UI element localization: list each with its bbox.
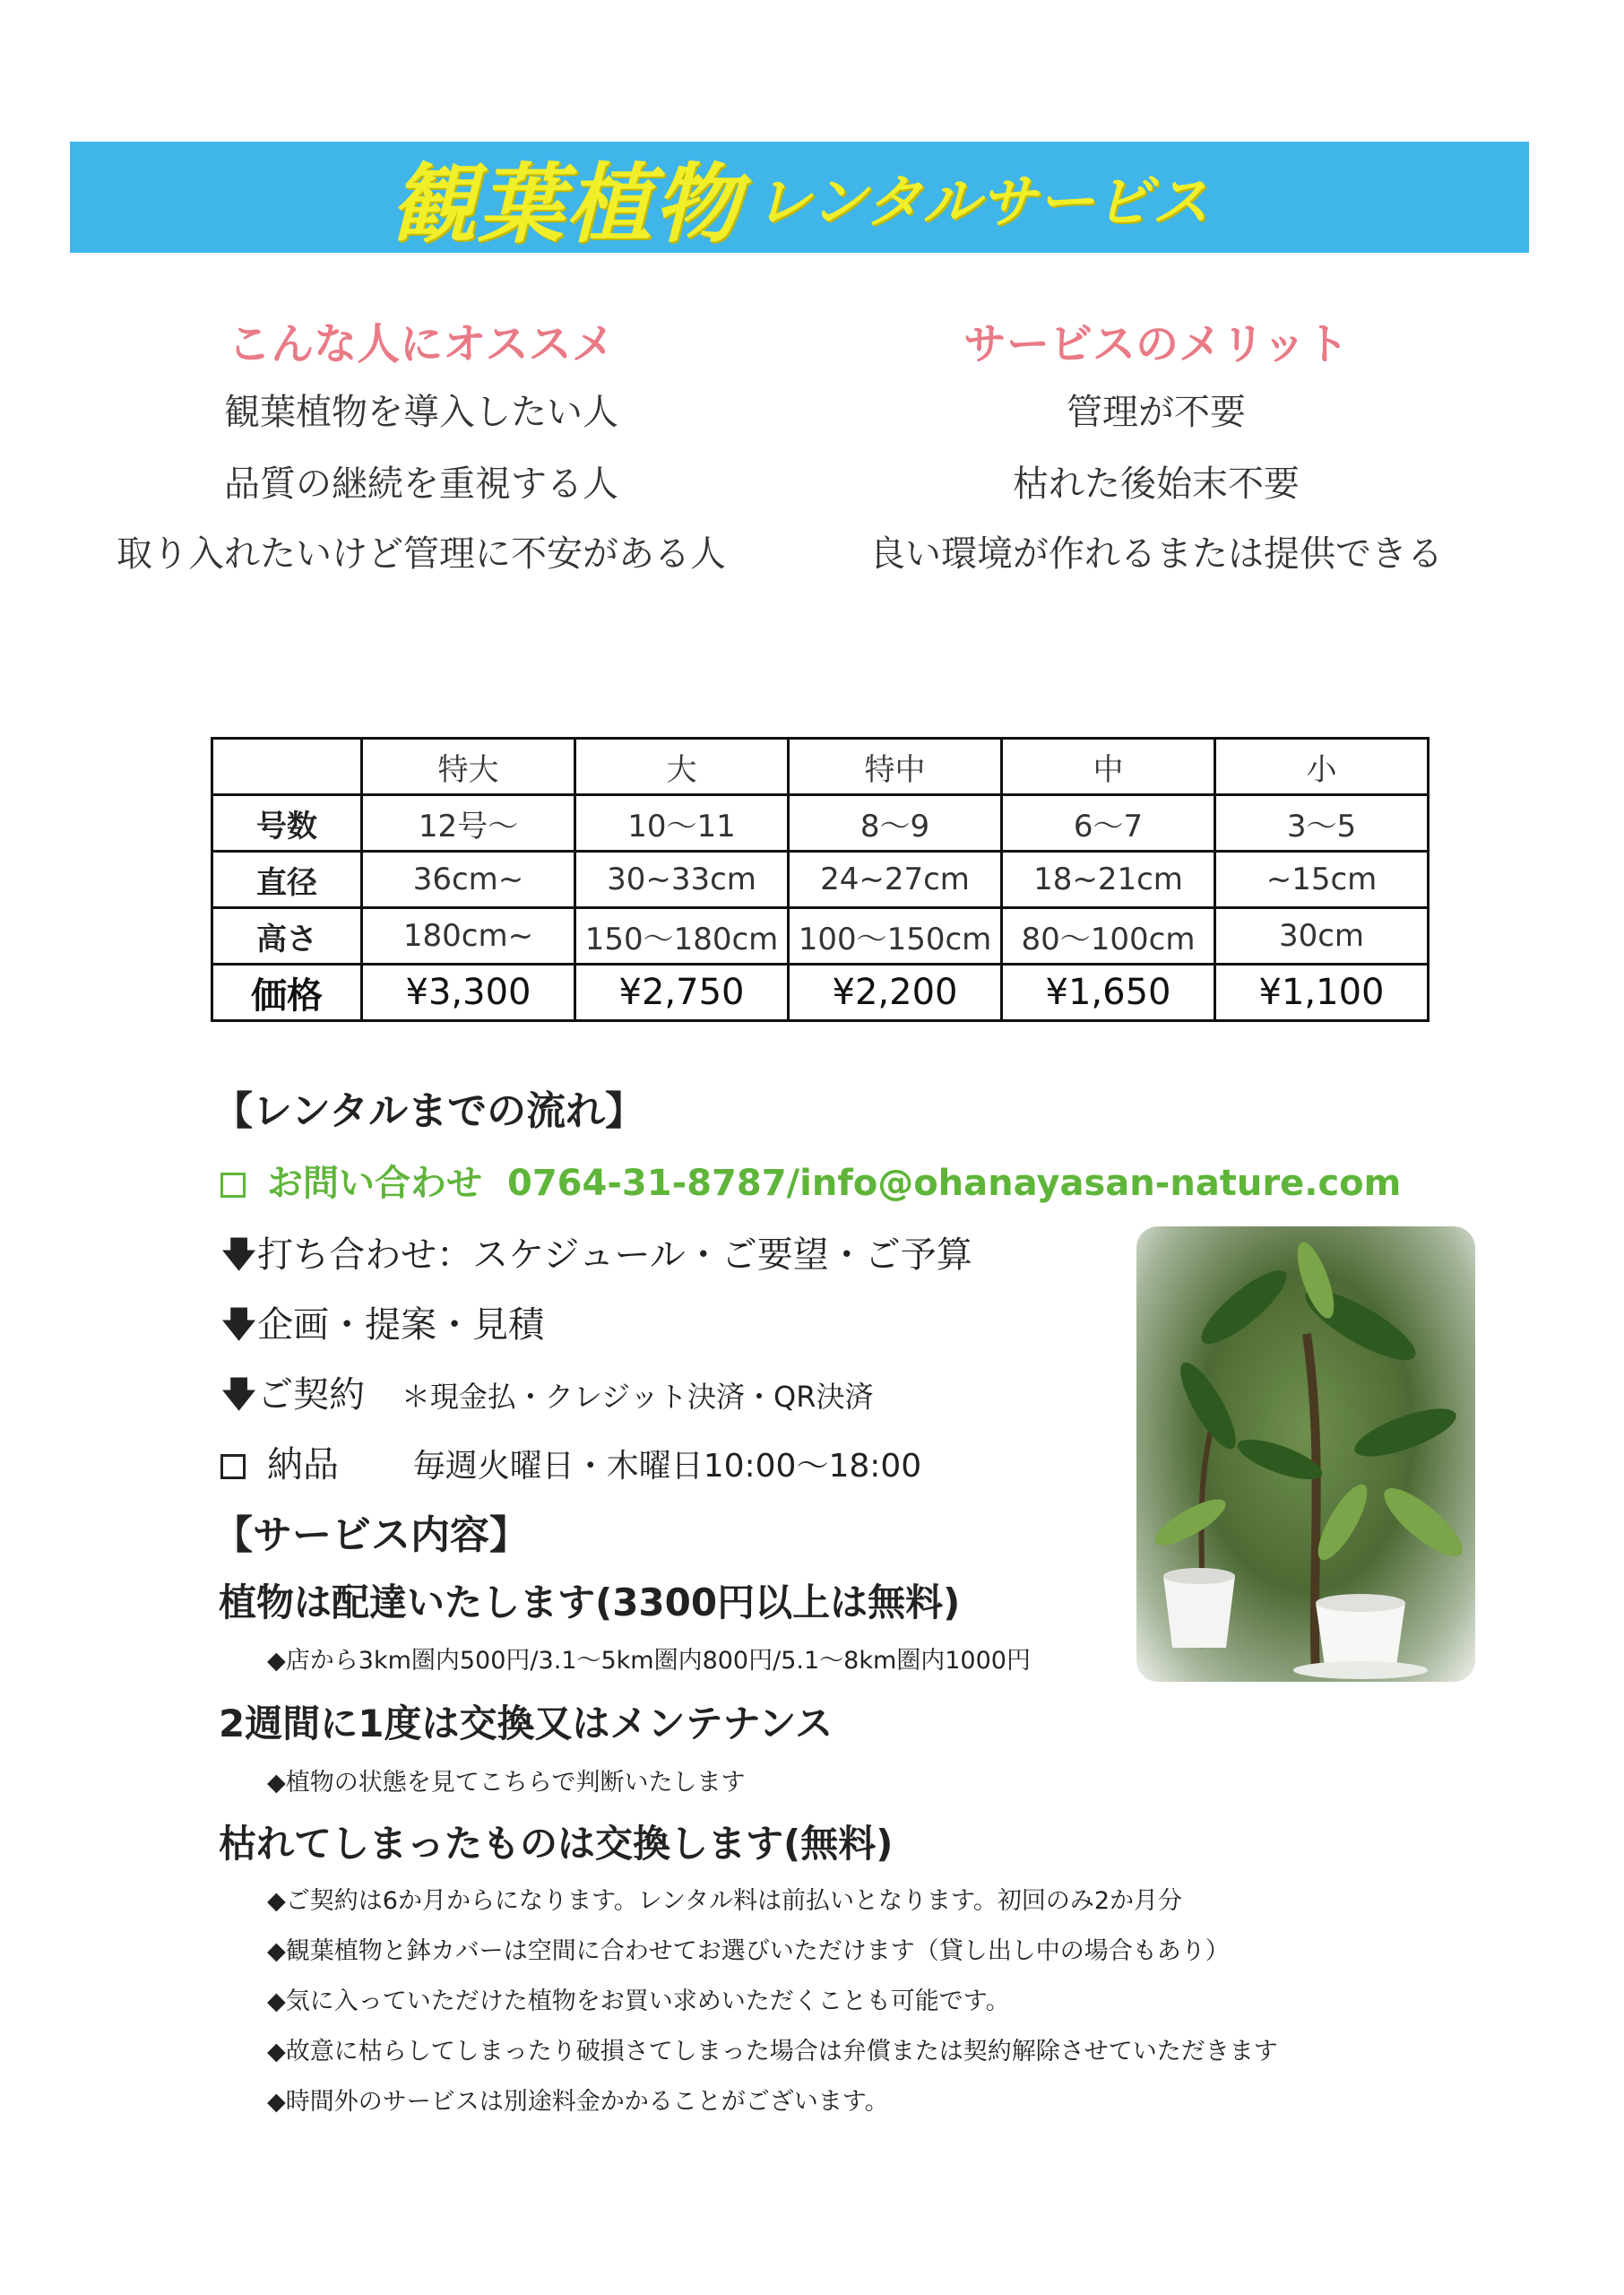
table-cell: ~15cm — [1215, 852, 1429, 908]
flow-step-text: 企画・提案・見積 — [257, 1304, 545, 1346]
service-note: ◆植物の状態を見てこちらで判断いたします — [267, 1769, 746, 1797]
price-cell: ¥3,300 — [362, 965, 575, 1021]
table-header-cell: 大 — [575, 739, 789, 795]
merit-item: 良い環境が作れるまたは提供できる — [869, 533, 1443, 575]
table-header-cell: 中 — [1002, 739, 1215, 795]
table-row — [212, 795, 1429, 852]
arrow-down-icon: 🡇 — [220, 1304, 258, 1346]
terms-note: ◆ご契約は6か月からになります。レンタル料は前払いとなります。初回のみ2か月分 — [267, 1887, 1183, 1915]
checkbox-icon — [220, 1454, 246, 1479]
arrow-down-icon: 🡇 — [220, 1234, 258, 1276]
table-cell: 30cm — [1215, 908, 1429, 965]
row-label: 直径 — [212, 852, 362, 908]
service-item: 枯れてしまったものは交換します(無料) — [219, 1822, 894, 1866]
flow-step-text: 打ち合わせ：スケジュール・ご要望・ご予算 — [257, 1234, 972, 1276]
recommend-item: 取り入れたいけど管理に不安がある人 — [117, 533, 726, 575]
contact-info[interactable]: 0764-31-8787/info@ohanayasan-nature.com — [507, 1163, 1402, 1204]
table-row — [212, 908, 1429, 965]
terms-note: ◆観葉植物と鉢カバーは空間に合わせてお選びいただけます（貸し出し中の場合もあり） — [267, 1937, 1230, 1965]
table-header-cell: 特大 — [362, 739, 575, 795]
service-item: 2週間に1度は交換又はメンテナンス — [219, 1702, 834, 1745]
banner-title-main: 観葉植物 — [390, 153, 742, 255]
merit-item: 枯れた後始末不要 — [1013, 463, 1300, 505]
price-cell: ¥1,100 — [1215, 965, 1429, 1021]
table-header-row — [212, 739, 1429, 795]
terms-note: ◆故意に枯らしてしまったり破損さてしまった場合は弁償または契約解除させていただきます — [267, 2038, 1278, 2066]
service-heading: 【サービス内容】 — [213, 1512, 529, 1558]
banner-title — [70, 142, 1529, 253]
row-label: 価格 — [212, 965, 362, 1021]
price-cell: ¥2,200 — [789, 965, 1002, 1021]
table-cell: 24~27cm — [789, 852, 1002, 908]
table-cell: 30~33cm — [575, 852, 789, 908]
table-cell: 80～100cm — [1002, 908, 1215, 965]
table-cell: 8～9 — [789, 795, 1002, 852]
table-cell: 6～7 — [1002, 795, 1215, 852]
terms-note: ◆気に入っていただけた植物をお買い求めいただくことも可能です。 — [267, 1988, 1010, 2015]
price-cell: ¥1,650 — [1002, 965, 1215, 1021]
merits-heading: サービスのメリット — [963, 319, 1350, 369]
table-cell: 36cm~ — [362, 852, 575, 908]
price-cell: ¥2,750 — [575, 965, 789, 1021]
row-label: 号数 — [212, 795, 362, 852]
table-cell: 180cm~ — [362, 908, 575, 965]
recommend-item: 観葉植物を導入したい人 — [224, 392, 618, 433]
service-item: 植物は配達いたします(3300円以上は無料) — [219, 1581, 961, 1624]
contact-label: お問い合わせ — [267, 1163, 482, 1204]
table-header-cell — [212, 739, 362, 795]
service-note: ◆店から3km圏内500円/3.1～5km圏内800円/5.1～8km圏内1000円 — [267, 1647, 1031, 1675]
banner-title-sub: レンタルサービス — [754, 169, 1209, 236]
table-row — [212, 965, 1429, 1021]
recommend-item: 品質の継続を重視する人 — [224, 463, 618, 505]
merit-item: 管理が不要 — [1067, 392, 1246, 433]
price-table — [211, 737, 1430, 1022]
terms-note: ◆時間外のサービスは別途料金かかることがございます。 — [267, 2088, 889, 2116]
recommend-heading: こんな人にオススメ — [228, 319, 615, 369]
flow-step-text: ご契約 — [257, 1374, 366, 1416]
table-header-cell: 特中 — [789, 739, 1002, 795]
arrow-down-icon: 🡇 — [220, 1374, 258, 1416]
flow-heading: 【レンタルまでの流れ】 — [213, 1088, 645, 1134]
table-cell: 12号～ — [362, 795, 575, 852]
row-label: 高さ — [212, 908, 362, 965]
payment-note: ＊現金払・クレジット決済・QR決済 — [401, 1380, 874, 1414]
table-row — [212, 852, 1429, 908]
delivery-line — [220, 1436, 921, 1487]
table-cell: 150～180cm — [575, 908, 789, 965]
table-cell: 10～11 — [575, 795, 789, 852]
checkbox-icon — [220, 1173, 246, 1198]
flow-step — [220, 1366, 873, 1430]
title-banner — [70, 142, 1529, 253]
contact-line — [220, 1155, 1401, 1206]
delivery-label: 納品 — [267, 1444, 339, 1485]
plant-illustration — [1136, 1226, 1475, 1682]
table-cell: 3～5 — [1215, 795, 1429, 852]
table-cell: 18~21cm — [1002, 852, 1215, 908]
flow-step — [220, 1296, 544, 1360]
table-cell: 100～150cm — [789, 908, 1002, 965]
table-header-cell: 小 — [1215, 739, 1429, 795]
delivery-note: 毎週火曜日・木曜日10:00～18:00 — [412, 1448, 922, 1485]
flow-step — [220, 1226, 972, 1290]
plant-photo — [1136, 1226, 1475, 1682]
